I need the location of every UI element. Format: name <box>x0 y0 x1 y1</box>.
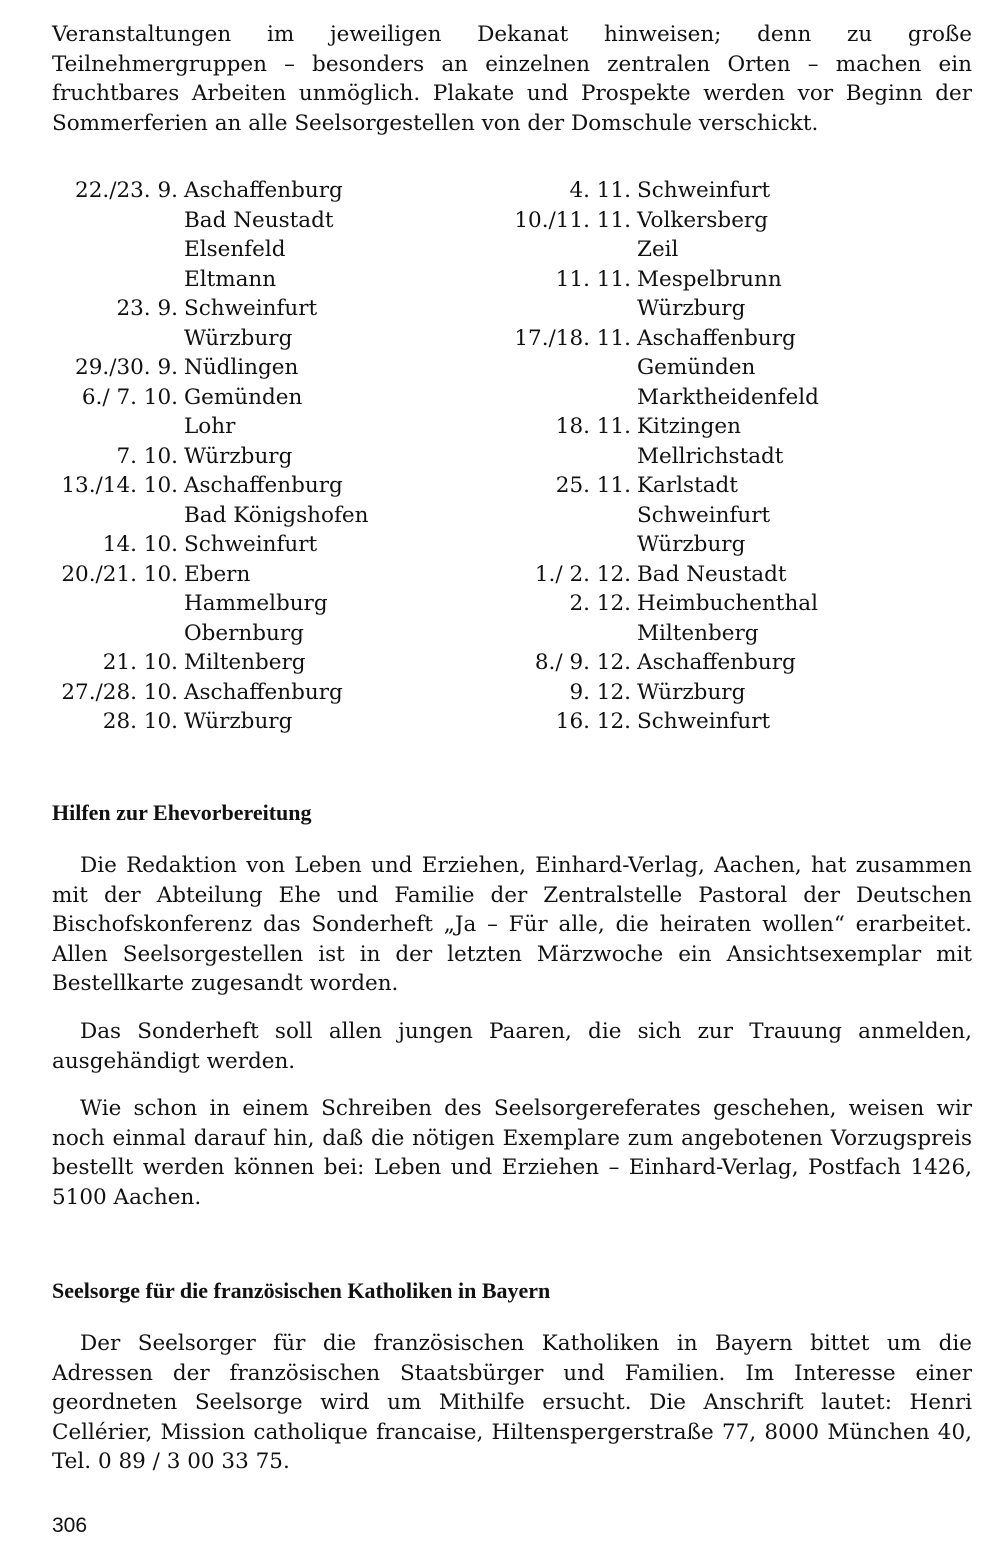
schedule-row <box>52 619 452 649</box>
schedule-place: Würzburg <box>637 532 746 557</box>
schedule-date: 23. 9. <box>116 296 178 321</box>
schedule-row <box>52 412 452 442</box>
schedule-row <box>505 206 925 236</box>
schedule-date <box>505 235 637 265</box>
schedule-date: 8./ 9. 12. <box>534 650 631 675</box>
schedule-place: Hammelburg <box>184 591 328 616</box>
schedule-place: Schweinfurt <box>637 502 771 528</box>
schedule-place: Heimbuchenthal <box>637 591 818 616</box>
schedule-place: Miltenberg <box>184 650 306 675</box>
schedule-place: Volkersberg <box>637 207 768 233</box>
schedule-place: Schweinfurt <box>637 178 771 203</box>
schedule-row <box>52 589 452 619</box>
schedule-date: 7. 10. <box>116 443 178 469</box>
schedule-row <box>52 265 452 295</box>
schedule-date <box>52 589 184 619</box>
schedule-row <box>505 294 925 324</box>
schedule-row <box>505 707 925 737</box>
schedule-date <box>52 501 184 531</box>
schedule-date: 13./14. 10. <box>61 473 178 498</box>
schedule-row <box>505 560 925 590</box>
schedule-row <box>52 442 452 472</box>
schedule-date <box>52 324 184 354</box>
schedule-row <box>505 501 925 531</box>
schedule-date: 22./23. 9. <box>75 178 178 203</box>
schedule-date: 14. 10. <box>102 532 178 557</box>
schedule-place: Ebern <box>184 561 251 587</box>
schedule-date: 4. 11. <box>569 178 631 203</box>
ehevorbereitung-paragraph-1: Die Redaktion von Leben und Erziehen, Einhard-Verlag, Aachen, hat zusammen mit der Abteilung Ehe und Familie der Zentralstelle Pastoral der Deutschen Bischofskonferenz das Sonderheft „Ja – Für alle, die heiraten wollen“ erarbeitet. Allen Seelsorgestellen ist in der letzten Märzwoche ein Ansichtsexemplar mit Bestellkarte zugesandt worden. <box>52 853 972 996</box>
schedule-row <box>505 648 925 678</box>
schedule-place: Würzburg <box>184 709 293 734</box>
section-heading-franzoesische-katholiken: Seelsorge für die französischen Katholiken in Bayern <box>52 1278 551 1303</box>
schedule-row <box>505 589 925 619</box>
schedule-row <box>52 501 452 531</box>
schedule-date <box>505 619 637 649</box>
schedule-date: 21. 10. <box>102 650 178 675</box>
schedule-date: 25. 11. <box>555 473 631 498</box>
schedule-place: Schweinfurt <box>184 296 318 321</box>
page-number: 306 <box>52 1514 88 1537</box>
schedule-row <box>505 471 925 501</box>
schedule-row <box>505 383 925 413</box>
schedule-place: Mespelbrunn <box>637 266 782 292</box>
schedule-row <box>52 707 452 737</box>
intro-paragraph: Veranstaltungen im jeweiligen Dekanat hinweisen; denn zu große Teilnehmergruppen – besonders an einzelnen zentralen Orten – machen ein fruchtbares Arbeiten unmöglich. Plakate und Prospekte werden vor Beginn der Sommerferien an alle Seelsorgestellen von der Domschule verschickt. <box>52 22 972 136</box>
schedule-place: Würzburg <box>184 443 293 469</box>
schedule-row <box>505 530 925 560</box>
schedule-row <box>505 176 925 206</box>
schedule-place: Gemünden <box>184 384 303 410</box>
schedule-place: Obernburg <box>184 620 304 646</box>
schedule-date: 2. 12. <box>569 591 631 616</box>
schedule-row <box>52 294 452 324</box>
schedule-place: Würzburg <box>637 679 746 705</box>
schedule-row <box>505 678 925 708</box>
schedule-place: Aschaffenburg <box>637 650 796 675</box>
schedule-row <box>505 324 925 354</box>
schedule-date <box>505 383 637 413</box>
schedule-place: Gemünden <box>637 355 756 380</box>
schedule-place: Bad Königshofen <box>184 502 369 528</box>
schedule-date <box>505 530 637 560</box>
schedule-row <box>52 383 452 413</box>
schedule-date: 20./21. 10. <box>61 561 178 587</box>
section-heading-ehevorbereitung: Hilfen zur Ehevorbereitung <box>52 800 312 825</box>
schedule-place: Aschaffenburg <box>184 473 343 498</box>
schedule-row <box>505 442 925 472</box>
schedule-date <box>505 501 637 531</box>
schedule-row <box>52 206 452 236</box>
schedule-place: Miltenberg <box>637 620 759 646</box>
schedule-place: Lohr <box>184 414 236 439</box>
schedule-date: 6./ 7. 10. <box>81 384 178 410</box>
schedule-place: Marktheidenfeld <box>637 384 819 410</box>
schedule-right-column <box>505 176 925 737</box>
schedule-date <box>52 412 184 442</box>
schedule-row <box>52 678 452 708</box>
schedule-date <box>52 235 184 265</box>
schedule-date: 29./30. 9. <box>75 355 178 380</box>
schedule-row <box>52 235 452 265</box>
schedule-date: 16. 12. <box>555 709 631 734</box>
schedule-date <box>52 265 184 295</box>
schedule-place: Schweinfurt <box>184 532 318 557</box>
schedule-date <box>505 353 637 383</box>
schedule-row <box>505 353 925 383</box>
schedule-row <box>52 176 452 206</box>
schedule-place: Elsenfeld <box>184 237 286 262</box>
schedule-date: 28. 10. <box>102 709 178 734</box>
schedule-place: Kitzingen <box>637 414 741 439</box>
schedule-row <box>505 235 925 265</box>
schedule-place: Würzburg <box>184 325 293 351</box>
schedule-row <box>52 353 452 383</box>
schedule-row <box>52 560 452 590</box>
schedule-left-column <box>52 176 452 737</box>
schedule-place: Mellrichstadt <box>637 443 784 469</box>
schedule-place: Karlstadt <box>637 473 738 498</box>
schedule-row <box>505 265 925 295</box>
ehevorbereitung-paragraph-3: Wie schon in einem Schreiben des Seelsorgereferates geschehen, weisen wir noch einmal darauf hin, daß die nötigen Exemplare zum angebotenen Vorzugspreis bestellt werden können bei: Leben und Erziehen – Einhard-Verlag, Postfach 1426, 5100 Aachen. <box>52 1096 972 1210</box>
schedule-row <box>52 530 452 560</box>
schedule-date: 1./ 2. 12. <box>534 561 631 587</box>
schedule-date: 11. 11. <box>555 266 631 292</box>
schedule-date <box>505 294 637 324</box>
schedule-place: Aschaffenburg <box>184 679 343 705</box>
schedule-place: Bad Neustadt <box>637 561 787 587</box>
schedule-date <box>505 442 637 472</box>
schedule-date <box>52 206 184 236</box>
schedule-date: 18. 11. <box>555 414 631 439</box>
schedule-place: Bad Neustadt <box>184 207 334 233</box>
schedule-place: Schweinfurt <box>637 709 771 734</box>
schedule-date: 27./28. 10. <box>61 679 178 705</box>
schedule-date: 9. 12. <box>569 679 631 705</box>
schedule-row <box>505 619 925 649</box>
schedule-place: Würzburg <box>637 296 746 321</box>
schedule-row <box>505 412 925 442</box>
schedule-place: Zeil <box>637 237 679 262</box>
schedule-row <box>52 648 452 678</box>
schedule-row <box>52 324 452 354</box>
franzoesische-katholiken-paragraph: Der Seelsorger für die französischen Katholiken in Bayern bittet um die Adressen der französischen Staatsbürger und Familien. Im Interesse einer geordneten Seelsorge wird um Mithilfe ersucht. Die Anschrift lautet: Henri Cellérier, Mission catholique francaise, Hiltenspergerstraße 77, 8000 München 40, Tel. 0 89 / 3 00 33 75. <box>52 1331 972 1474</box>
schedule-place: Aschaffenburg <box>637 325 796 351</box>
schedule-date: 10./11. 11. <box>514 207 631 233</box>
schedule-date: 17./18. 11. <box>514 325 631 351</box>
schedule-date <box>52 619 184 649</box>
schedule-place: Nüdlingen <box>184 355 299 380</box>
schedule-place: Eltmann <box>184 266 277 292</box>
schedule-place: Aschaffenburg <box>184 178 343 203</box>
schedule-row <box>52 471 452 501</box>
ehevorbereitung-paragraph-2: Das Sonderheft soll allen jungen Paaren, die sich zur Trauung anmelden, ausgehändigt werden. <box>52 1019 972 1074</box>
